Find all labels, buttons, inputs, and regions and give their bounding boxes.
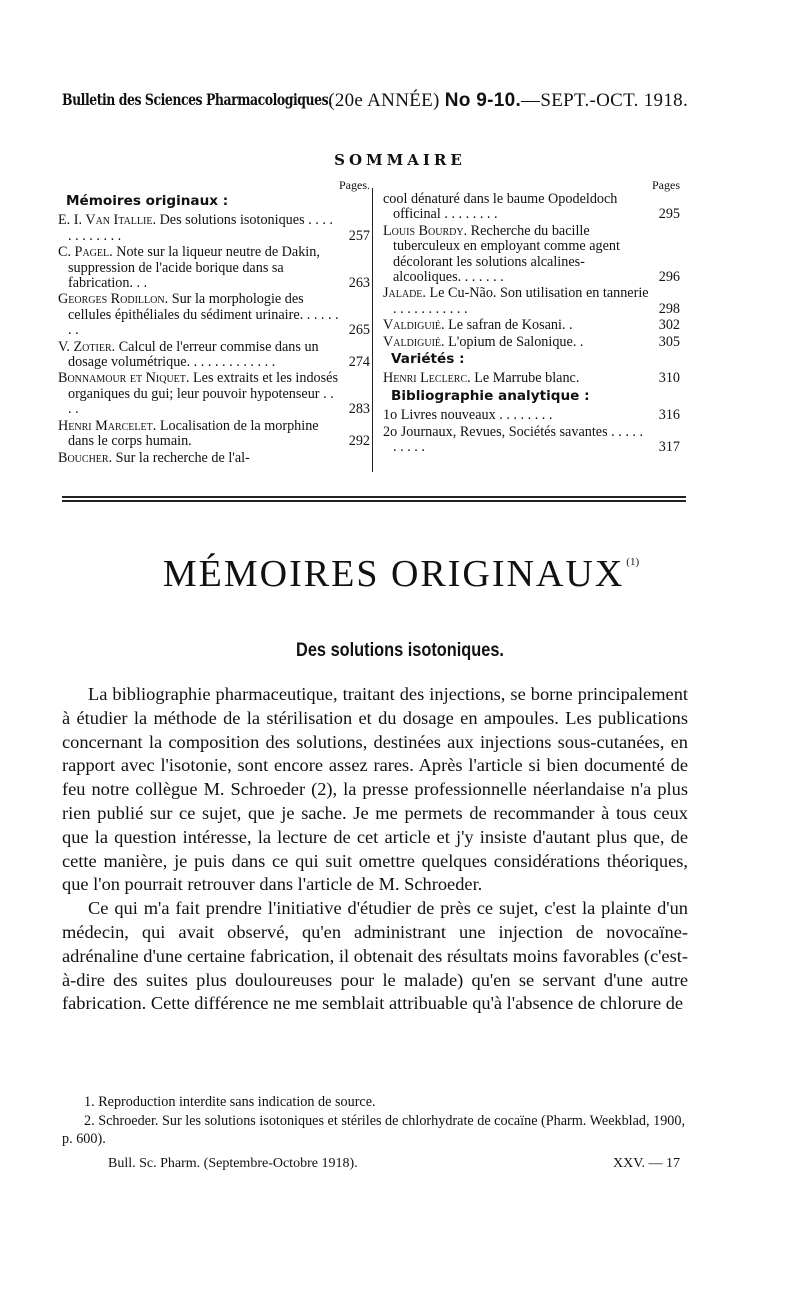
section-varietes: Variétés : <box>391 351 465 368</box>
toc-entry-author: Jalade. <box>383 285 426 302</box>
toc-entry-author: E. I. Van Itallie. <box>58 212 157 229</box>
toc-entry-text <box>58 451 340 466</box>
toc-entry <box>383 335 680 350</box>
toc-entry-author: Boucher. <box>58 449 113 466</box>
column-divider <box>372 188 373 472</box>
running-header <box>62 90 688 116</box>
toc-entry-page: 283 <box>348 401 370 418</box>
toc-entry-text <box>383 408 650 423</box>
toc-right-column <box>383 178 680 457</box>
toc-entry-text <box>58 245 340 291</box>
toc-entry-page: 296 <box>658 269 680 286</box>
toc-entry-page: 292 <box>348 433 370 450</box>
toc-entry-title: Les extraits et les indosés organiques du gui; leur pouvoir hypotenseur . . . . <box>68 370 338 418</box>
toc-entry-title: Sur la recherche de l'al- <box>112 449 250 466</box>
toc-entry-author: Henri Marcelet. <box>58 417 157 434</box>
section-footnote-mark: (1) <box>626 556 640 568</box>
toc-entry-title: 2o Journaux, Revues, Sociétés savantes . . . . . . . . . . <box>383 423 644 456</box>
toc-entry-page: 305 <box>658 333 680 350</box>
toc-entry-text <box>383 425 650 456</box>
toc-entry-title: Le Marrube blanc. <box>470 370 580 387</box>
section-bibliographie: Bibliographie analytique : <box>391 387 590 404</box>
toc-entry <box>58 292 370 338</box>
toc-entry-page: 295 <box>658 206 680 223</box>
toc-entry-page: 310 <box>658 370 680 387</box>
toc-entry-text <box>383 371 650 386</box>
toc-entry-title: Calcul de l'erreur commise dans un dosage volumétrique. . . . . . . . . . . . . <box>68 338 319 371</box>
toc-entry-text <box>58 371 340 417</box>
issue-info <box>328 90 688 112</box>
toc-entry-page: 265 <box>348 322 370 339</box>
folio-citation: Bull. Sc. Pharm. (Septembre-Octobre 1918). <box>108 1156 358 1171</box>
issue-number: No 9-10. <box>444 90 522 111</box>
toc-entry-page: 274 <box>348 354 370 371</box>
toc-entry-title: Recherche du bacille tuberculeux en employant comme agent décolorant les solutions alcalines-alcooliques. . . . . . . <box>393 222 620 286</box>
toc-entry-text <box>383 224 650 286</box>
toc-entry <box>383 286 680 317</box>
toc-entry <box>58 371 370 417</box>
toc-entry-author: Bonnamour et Niquet. <box>58 370 190 387</box>
issue-date: —SEPT.-OCT. 1918. <box>521 90 688 111</box>
toc-entry <box>383 408 680 423</box>
section-memoires: Mémoires originaux : <box>66 193 229 209</box>
toc-entry <box>58 419 370 450</box>
section-heading <box>0 552 800 596</box>
toc-left-column <box>58 178 370 467</box>
toc-entry-page: 263 <box>348 275 370 292</box>
toc-entry-text <box>58 419 340 450</box>
toc-entry-title: Des solutions isotoniques . . . . . . . . . . . . <box>68 212 333 244</box>
toc-entry-title: Le Cu-Não. Son utilisation en tannerie . . . . . . . . . . . <box>393 285 649 317</box>
footnote: 1. Reproduction interdite sans indication de source. <box>84 1094 376 1110</box>
paragraph: La bibliographie pharmaceutique, traitant des injections, se borne principalement à étudier la méthode de la stérilisation et du dosage en ampoules. Les publications concernant la composition des solutions, destinées aux injections sous-cutanées, en rapport avec l'isotonie, sont encore assez rares. Après l'article si bien documenté de feu notre collègue M. Schroeder (2), la presse professionnelle néerlandaise n'a plus rien publié sur ce sujet, que je sache. Je me permets de recommander à tous ceux que la question intéresse, la lecture de cet article et j'y insiste d'autant plus que, de cette manière, je puis dans ce qui suit omettre quelques considérations théoriques, que l'on pourrait retrouver dans l'article de M. Schroeder. <box>62 684 688 895</box>
toc-entry-text <box>383 192 650 223</box>
toc-entry-text <box>58 340 340 371</box>
toc-entry-author: Louis Bourdy. <box>383 222 468 239</box>
toc-entry-page: 302 <box>658 317 680 334</box>
toc-entry-text <box>58 213 340 244</box>
double-rule-top <box>62 496 686 498</box>
section-heading-text: MÉMOIRES ORIGINAUX <box>162 553 625 595</box>
toc-entry-author: Henri Leclerc. <box>383 370 471 387</box>
article-body <box>62 683 688 1016</box>
journal-title: Bulletin des Sciences Pharmacologiques. <box>62 90 333 109</box>
toc-entry <box>383 371 680 386</box>
footnote: 2. Schroeder. Sur les solutions isotoniques et stériles de chlorhydrate de cocaïne (Pharm. Weekblad, 1900, p. 600). <box>62 1112 686 1147</box>
toc-entry-text <box>383 286 650 317</box>
toc-entry <box>383 224 680 286</box>
toc-entry <box>58 213 370 244</box>
toc-entry-page: 298 <box>658 300 680 317</box>
toc-entry-title: L'opium de Salonique. . <box>444 333 584 350</box>
toc-entry-page: 317 <box>658 439 680 456</box>
toc-entry-title: Note sur la liqueur neutre de Dakin, suppression de l'acide borique dans sa fabrication. . . <box>68 244 320 292</box>
toc-entry-text <box>383 335 650 350</box>
toc-entry-title: Sur la morphologie des cellules épithéliales du sédiment urinaire. . . . . . . . <box>68 291 339 339</box>
toc-entry <box>383 318 680 333</box>
double-rule-bottom <box>62 500 686 502</box>
toc-entry-text <box>383 318 650 333</box>
toc-entry-author: Valdiguié. <box>383 317 445 334</box>
toc-entry-page: 257 <box>348 227 370 244</box>
pages-label: Pages <box>652 178 680 192</box>
toc-entry-title: Localisation de la morphine dans le corps humain. <box>68 417 319 450</box>
toc-entry-author: Valdiguié. <box>383 333 445 350</box>
paragraph: Ce qui m'a fait prendre l'initiative d'étudier de près ce sujet, c'est la plainte d'un médecin, qui avait observé, qu'en administrant une injection de novocaïne-adrénaline d'une certaine fabrication, il obtenait des résultats moins favorables (c'est-à-dire des suites plus douloureuses pour le malade) qu'en se servant d'une autre fabrication. Cette différence ne me semblait attribuable qu'à l'absence de chlorure de <box>62 898 688 1014</box>
toc-entry-author: V. Zotier. <box>58 338 116 355</box>
toc-entry-author: Georges Rodillon. <box>58 291 169 308</box>
toc-entry-text <box>58 292 340 338</box>
sommaire-title: SOMMAIRE <box>334 151 466 169</box>
toc-entry-title: 1o Livres nouveaux . . . . . . . . <box>383 407 553 424</box>
toc-entry-page: 316 <box>658 407 680 424</box>
toc-entry <box>383 425 680 456</box>
toc-entry <box>58 451 370 466</box>
pages-label: Pages. <box>339 178 370 192</box>
toc-entry-author: C. Pagel. <box>58 244 113 261</box>
article-title: Des solutions isotoniques. <box>296 640 504 661</box>
toc-entry <box>58 245 370 291</box>
year-note: (20e ANNÉE) <box>328 90 440 111</box>
toc-entry <box>58 340 370 371</box>
toc-entry <box>383 192 680 223</box>
toc-entry-title: Le safran de Kosani. . <box>444 317 573 334</box>
toc-entry-title: cool dénaturé dans le baume Opodeldoch officinal . . . . . . . . <box>383 191 618 223</box>
footnotes <box>62 1093 688 1149</box>
folio-page-number: XXV. — 17 <box>612 1156 680 1171</box>
